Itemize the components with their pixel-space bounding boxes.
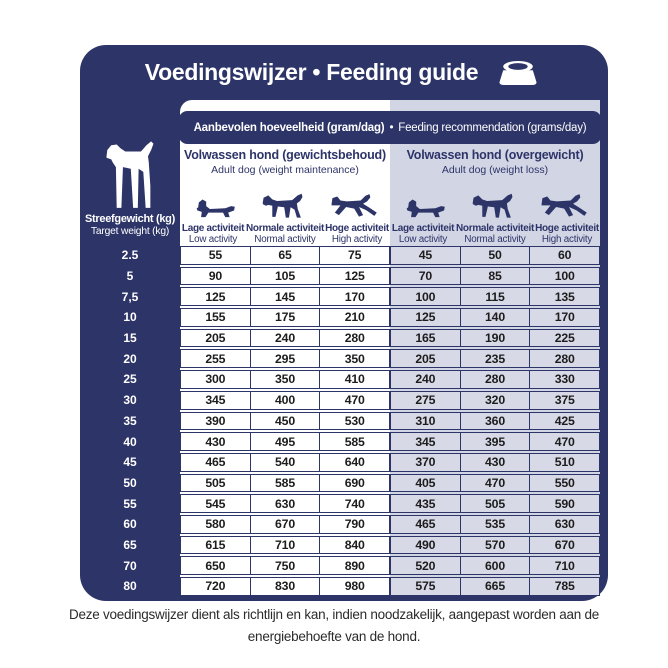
recommendation-header-en: Feeding recommendation (grams/day) bbox=[398, 121, 587, 134]
activity-label-en: Low activity bbox=[398, 234, 448, 246]
feeding-amount-value: 710 bbox=[529, 557, 599, 574]
feeding-amount-value: 70 bbox=[418, 269, 432, 284]
activity-label-en: High activity bbox=[331, 234, 383, 246]
feeding-amount-value: 720 bbox=[205, 579, 226, 594]
section-maintenance-header bbox=[180, 148, 390, 177]
dog-bowl-icon bbox=[493, 58, 543, 88]
separator-dot: • bbox=[389, 121, 394, 134]
activity-icons-row bbox=[180, 189, 600, 220]
feeding-amount-value: 125 bbox=[319, 268, 389, 285]
target-weight-value: 25 bbox=[123, 372, 137, 387]
section-headers bbox=[180, 148, 600, 177]
lying-dog-icon bbox=[180, 189, 250, 220]
feeding-amount-value: 580 bbox=[205, 517, 226, 532]
feeding-amount-value: 450 bbox=[250, 413, 320, 430]
overweight-cell-group bbox=[390, 349, 600, 368]
table-row bbox=[80, 287, 600, 306]
recommendation-header bbox=[179, 111, 602, 144]
activity-label-nl: Lage activiteit bbox=[181, 223, 245, 234]
feeding-amount-value: 785 bbox=[529, 578, 599, 595]
feeding-amount-value: 145 bbox=[250, 288, 320, 305]
feeding-amount-value: 830 bbox=[250, 578, 320, 595]
maintenance-cell-group bbox=[180, 308, 390, 327]
disclaimer-text: Deze voedingswijzer dient als richtlijn en kan, indien noodzakelijk, aangepast worden aan de energiebehoefte van de hond. bbox=[68, 607, 600, 644]
feeding-amount-value: 840 bbox=[319, 537, 389, 554]
maintenance-cell-group bbox=[180, 453, 390, 472]
overweight-cell-group bbox=[390, 287, 600, 306]
feeding-amount-value: 740 bbox=[319, 495, 389, 512]
feeding-amount-value: 105 bbox=[250, 268, 320, 285]
feeding-table-rows bbox=[80, 246, 600, 598]
feeding-amount-value: 375 bbox=[529, 392, 599, 409]
table-row bbox=[80, 474, 600, 493]
target-weight-value: 50 bbox=[123, 475, 137, 490]
table-row bbox=[80, 556, 600, 575]
feeding-amount-value: 630 bbox=[529, 516, 599, 533]
feeding-amount-value: 280 bbox=[529, 350, 599, 367]
section-title-en: Adult dog (weight loss) bbox=[441, 164, 549, 176]
feeding-amount-value: 490 bbox=[415, 537, 436, 552]
feeding-amount-value: 545 bbox=[205, 496, 226, 511]
activity-label-en: Normal activity bbox=[464, 234, 526, 246]
table-row bbox=[80, 453, 600, 472]
feeding-amount-value: 100 bbox=[529, 268, 599, 285]
target-weight-label-en: Target weight (kg) bbox=[90, 225, 170, 237]
walking-dog-icon bbox=[460, 189, 530, 220]
column-normal-activity bbox=[456, 223, 534, 246]
feeding-amount-value: 155 bbox=[205, 310, 226, 325]
feeding-amount-value: 280 bbox=[460, 371, 530, 388]
activity-label-en: Normal activity bbox=[254, 234, 316, 246]
feeding-amount-value: 665 bbox=[460, 578, 530, 595]
feeding-amount-value: 465 bbox=[205, 455, 226, 470]
target-weight-value: 35 bbox=[123, 413, 137, 428]
feeding-amount-value: 50 bbox=[460, 247, 530, 264]
feeding-amount-value: 590 bbox=[529, 495, 599, 512]
feeding-amount-value: 85 bbox=[460, 268, 530, 285]
feeding-amount-value: 65 bbox=[250, 247, 320, 264]
section-title-nl: Volwassen hond (gewichtsbehoud) bbox=[184, 148, 386, 162]
overweight-cell-group bbox=[390, 577, 600, 596]
maintenance-cell-group bbox=[180, 349, 390, 368]
maintenance-cell-group bbox=[180, 577, 390, 596]
title-bar bbox=[80, 45, 608, 100]
feeding-amount-value: 280 bbox=[319, 330, 389, 347]
feeding-amount-value: 690 bbox=[319, 475, 389, 492]
feeding-amount-value: 55 bbox=[208, 248, 222, 263]
maintenance-cell-group bbox=[180, 370, 390, 389]
feeding-amount-value: 410 bbox=[319, 371, 389, 388]
standing-dog-icon bbox=[95, 139, 165, 216]
feeding-amount-value: 170 bbox=[529, 309, 599, 326]
feeding-amount-value: 430 bbox=[460, 454, 530, 471]
target-weight-value: 10 bbox=[123, 310, 137, 325]
table-row bbox=[80, 267, 600, 286]
target-weight-value: 15 bbox=[123, 331, 137, 346]
overweight-cell-group bbox=[390, 556, 600, 575]
overweight-cell-group bbox=[390, 391, 600, 410]
running-dog-icon bbox=[530, 189, 600, 220]
column-high-activity bbox=[324, 223, 390, 246]
feeding-amount-value: 345 bbox=[205, 393, 226, 408]
target-weight-value: 45 bbox=[123, 455, 137, 470]
activity-label-nl: Normale activiteit bbox=[456, 223, 534, 234]
feeding-amount-value: 640 bbox=[319, 454, 389, 471]
feeding-amount-value: 470 bbox=[460, 475, 530, 492]
target-weight-value: 65 bbox=[123, 537, 137, 552]
feeding-amount-value: 670 bbox=[250, 516, 320, 533]
table-row bbox=[80, 246, 600, 265]
overweight-cell-group bbox=[390, 474, 600, 493]
feeding-amount-value: 345 bbox=[415, 434, 436, 449]
overweight-cell-group bbox=[390, 308, 600, 327]
feeding-amount-value: 465 bbox=[415, 517, 436, 532]
maintenance-cell-group bbox=[180, 432, 390, 451]
overweight-cell-group bbox=[390, 432, 600, 451]
overweight-cell-group bbox=[390, 494, 600, 513]
table-row bbox=[80, 577, 600, 596]
maintenance-cell-group bbox=[180, 494, 390, 513]
overweight-cell-group bbox=[390, 412, 600, 431]
maintenance-cell-group bbox=[180, 267, 390, 286]
feeding-amount-value: 45 bbox=[418, 248, 432, 263]
table-row bbox=[80, 308, 600, 327]
column-high-activity bbox=[534, 223, 600, 246]
feeding-amount-value: 350 bbox=[319, 350, 389, 367]
overweight-cell-group bbox=[390, 267, 600, 286]
feeding-amount-value: 400 bbox=[250, 392, 320, 409]
target-weight-value: 80 bbox=[123, 579, 137, 594]
feeding-amount-value: 60 bbox=[529, 247, 599, 264]
activity-label-nl: Hoge activiteit bbox=[535, 223, 599, 234]
feeding-amount-value: 505 bbox=[205, 475, 226, 490]
feeding-amount-value: 520 bbox=[415, 558, 436, 573]
target-weight-value: 5 bbox=[126, 269, 134, 284]
feeding-amount-value: 115 bbox=[460, 288, 530, 305]
activity-label-en: Low activity bbox=[188, 234, 238, 246]
target-weight-value: 40 bbox=[123, 434, 137, 449]
activity-label-en: High activity bbox=[541, 234, 593, 246]
feeding-amount-value: 540 bbox=[250, 454, 320, 471]
target-weight-value: 70 bbox=[123, 558, 137, 573]
feeding-amount-value: 225 bbox=[529, 330, 599, 347]
feeding-amount-value: 650 bbox=[205, 558, 226, 573]
feeding-amount-value: 235 bbox=[460, 350, 530, 367]
walking-dog-icon bbox=[250, 189, 320, 220]
feeding-amount-value: 165 bbox=[415, 331, 436, 346]
feeding-amount-value: 320 bbox=[460, 392, 530, 409]
feeding-amount-value: 390 bbox=[205, 413, 226, 428]
feeding-amount-value: 790 bbox=[319, 516, 389, 533]
footer bbox=[0, 604, 668, 647]
feeding-amount-value: 530 bbox=[319, 413, 389, 430]
maintenance-cell-group bbox=[180, 474, 390, 493]
column-low-activity bbox=[390, 223, 456, 246]
feeding-amount-value: 330 bbox=[529, 371, 599, 388]
feeding-amount-value: 510 bbox=[529, 454, 599, 471]
feeding-amount-value: 670 bbox=[529, 537, 599, 554]
feeding-amount-value: 100 bbox=[415, 289, 436, 304]
table-row bbox=[80, 494, 600, 513]
target-weight-label-nl: Streefgewicht (kg) bbox=[85, 213, 175, 225]
feeding-amount-value: 90 bbox=[208, 269, 222, 284]
maintenance-cell-group bbox=[180, 536, 390, 555]
target-weight-value: 2.5 bbox=[121, 248, 139, 263]
feeding-amount-value: 710 bbox=[250, 537, 320, 554]
target-weight-label bbox=[80, 213, 180, 238]
activity-label-nl: Lage activiteit bbox=[391, 223, 455, 234]
feeding-guide-panel bbox=[80, 45, 608, 601]
feeding-amount-value: 370 bbox=[415, 455, 436, 470]
table-row bbox=[80, 432, 600, 451]
feeding-amount-value: 300 bbox=[205, 372, 226, 387]
table-row bbox=[80, 412, 600, 431]
lying-dog-icon bbox=[390, 189, 460, 220]
maintenance-cell-group bbox=[180, 246, 390, 265]
feeding-amount-value: 205 bbox=[205, 331, 226, 346]
feeding-amount-value: 470 bbox=[529, 433, 599, 450]
overweight-cell-group bbox=[390, 453, 600, 472]
maintenance-cell-group bbox=[180, 287, 390, 306]
feeding-amount-value: 190 bbox=[460, 330, 530, 347]
maintenance-cell-group bbox=[180, 556, 390, 575]
section-weight-loss-header bbox=[390, 148, 600, 177]
feeding-amount-value: 470 bbox=[319, 392, 389, 409]
feeding-amount-value: 240 bbox=[250, 330, 320, 347]
target-weight-value: 30 bbox=[123, 393, 137, 408]
feeding-amount-value: 550 bbox=[529, 475, 599, 492]
target-weight-value: 7,5 bbox=[121, 289, 139, 304]
maintenance-cell-group bbox=[180, 391, 390, 410]
table-row bbox=[80, 349, 600, 368]
page-title: Voedingswijzer • Feeding guide bbox=[144, 59, 479, 85]
table-row bbox=[80, 515, 600, 534]
feeding-amount-value: 600 bbox=[460, 557, 530, 574]
maintenance-cell-group bbox=[180, 412, 390, 431]
overweight-cell-group bbox=[390, 246, 600, 265]
feeding-amount-value: 310 bbox=[415, 413, 436, 428]
maintenance-cell-group bbox=[180, 329, 390, 348]
overweight-cell-group bbox=[390, 329, 600, 348]
feeding-amount-value: 585 bbox=[250, 475, 320, 492]
feeding-amount-value: 395 bbox=[460, 433, 530, 450]
table-row bbox=[80, 391, 600, 410]
feeding-amount-value: 125 bbox=[205, 289, 226, 304]
feeding-amount-value: 890 bbox=[319, 557, 389, 574]
feeding-amount-value: 430 bbox=[205, 434, 226, 449]
feeding-amount-value: 135 bbox=[529, 288, 599, 305]
overweight-cell-group bbox=[390, 370, 600, 389]
feeding-amount-value: 630 bbox=[250, 495, 320, 512]
feeding-amount-value: 205 bbox=[415, 351, 436, 366]
feeding-amount-value: 295 bbox=[250, 350, 320, 367]
feeding-amount-value: 360 bbox=[460, 413, 530, 430]
feeding-amount-value: 495 bbox=[250, 433, 320, 450]
feeding-amount-value: 210 bbox=[319, 309, 389, 326]
feeding-amount-value: 275 bbox=[415, 393, 436, 408]
feeding-amount-value: 175 bbox=[250, 309, 320, 326]
feeding-amount-value: 425 bbox=[529, 413, 599, 430]
activity-labels-row bbox=[180, 223, 600, 246]
overweight-cell-group bbox=[390, 536, 600, 555]
running-dog-icon bbox=[320, 189, 390, 220]
table-row bbox=[80, 536, 600, 555]
maintenance-cell-group bbox=[180, 515, 390, 534]
feeding-amount-value: 75 bbox=[319, 247, 389, 264]
column-normal-activity bbox=[246, 223, 324, 246]
feeding-amount-value: 980 bbox=[319, 578, 389, 595]
feeding-amount-value: 750 bbox=[250, 557, 320, 574]
feeding-amount-value: 240 bbox=[415, 372, 436, 387]
feeding-amount-value: 405 bbox=[415, 475, 436, 490]
feeding-amount-value: 255 bbox=[205, 351, 226, 366]
column-low-activity bbox=[180, 223, 246, 246]
overweight-cell-group bbox=[390, 515, 600, 534]
activity-label-nl: Hoge activiteit bbox=[325, 223, 389, 234]
table-row bbox=[80, 370, 600, 389]
feeding-amount-value: 575 bbox=[415, 579, 436, 594]
feeding-amount-value: 585 bbox=[319, 433, 389, 450]
target-weight-value: 20 bbox=[123, 351, 137, 366]
feeding-amount-value: 170 bbox=[319, 288, 389, 305]
feeding-amount-value: 615 bbox=[205, 537, 226, 552]
feeding-amount-value: 505 bbox=[460, 495, 530, 512]
section-title-en: Adult dog (weight maintenance) bbox=[211, 164, 359, 176]
table-row bbox=[80, 329, 600, 348]
feeding-amount-value: 350 bbox=[250, 371, 320, 388]
feeding-amount-value: 570 bbox=[460, 537, 530, 554]
activity-label-nl: Normale activiteit bbox=[246, 223, 324, 234]
feeding-amount-value: 435 bbox=[415, 496, 436, 511]
feeding-amount-value: 125 bbox=[415, 310, 436, 325]
recommendation-header-nl: Aanbevolen hoeveelheid (gram/dag) bbox=[193, 121, 385, 134]
feeding-amount-value: 535 bbox=[460, 516, 530, 533]
feeding-amount-value: 140 bbox=[460, 309, 530, 326]
target-weight-value: 55 bbox=[123, 496, 137, 511]
target-weight-value: 60 bbox=[123, 517, 137, 532]
section-title-nl: Volwassen hond (overgewicht) bbox=[406, 148, 584, 162]
